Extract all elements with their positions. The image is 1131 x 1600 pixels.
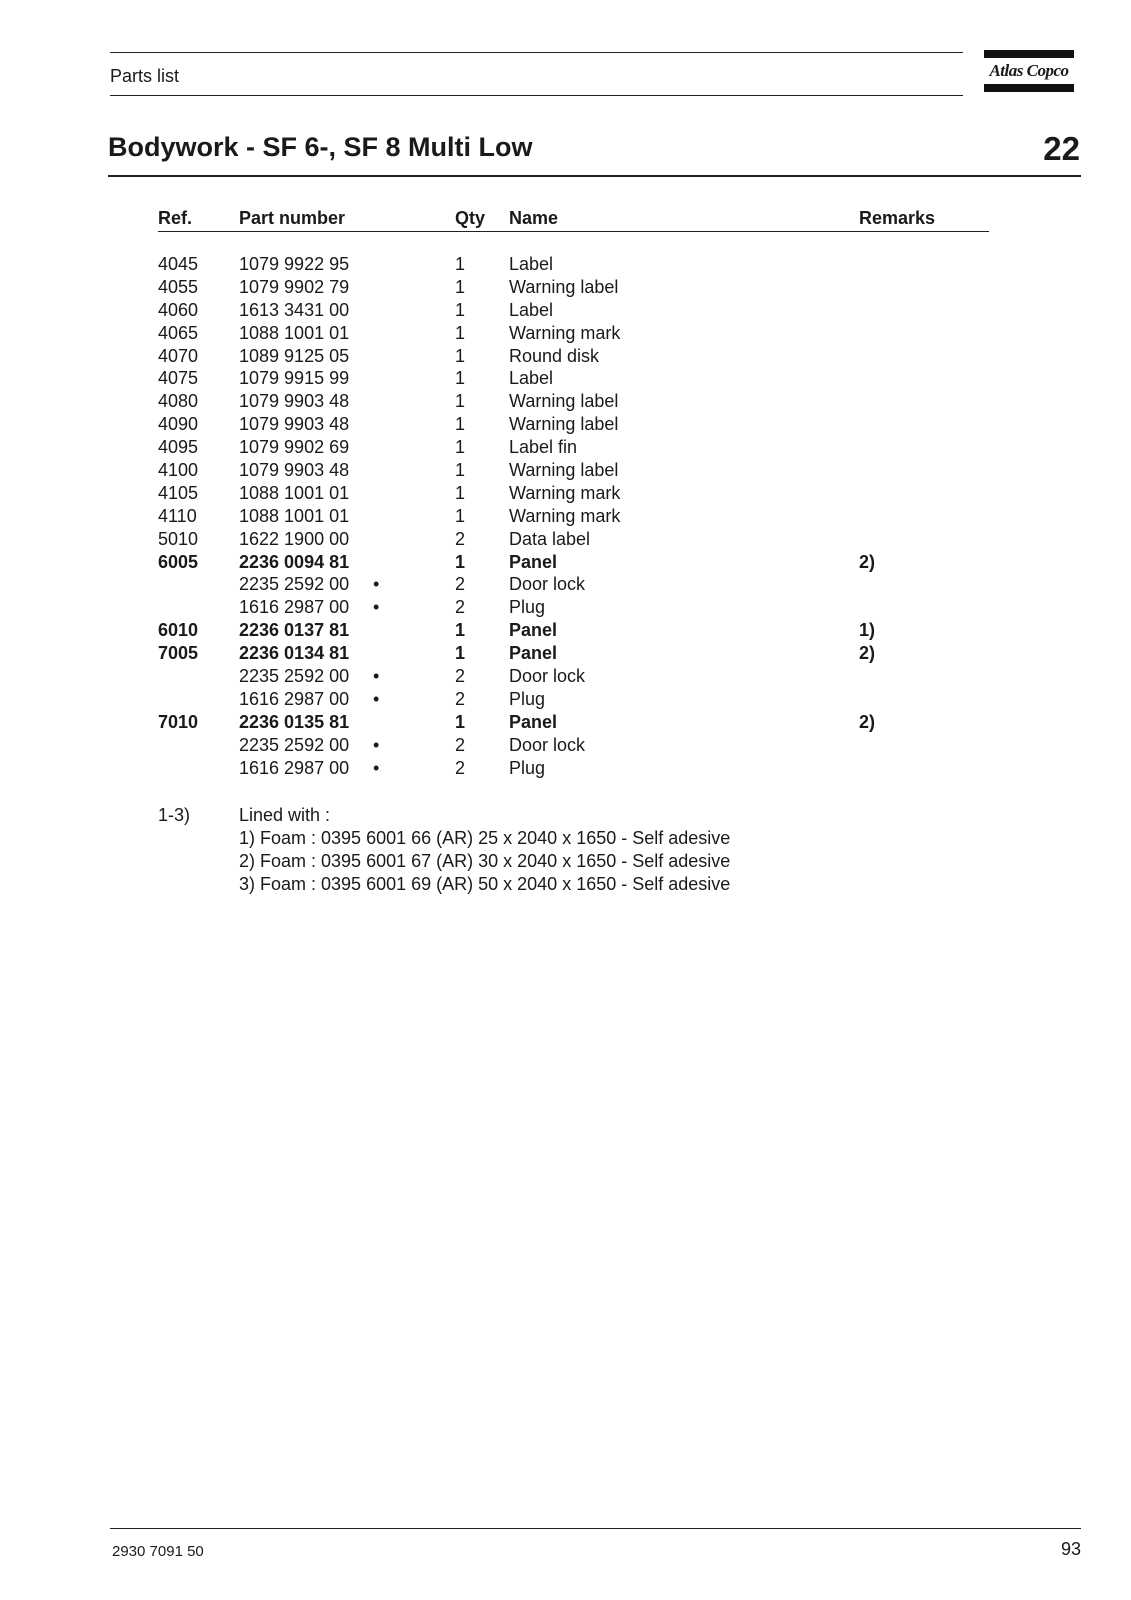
row-name-cell: Round disk <box>509 345 600 366</box>
notes-line: 1) Foam : 0395 6001 66 (AR) 25 x 2040 x 1650 - Self adesive <box>239 827 731 848</box>
table-row <box>0 253 1131 276</box>
row-remarks-cell: 2) <box>859 551 876 572</box>
row-qty-cell: 2 <box>455 688 466 709</box>
row-ref-cell: 7005 <box>158 643 199 664</box>
table-row <box>0 551 1131 574</box>
row-remarks-cell: 2) <box>859 643 876 664</box>
row-part-number-cell: 1613 3431 00 <box>239 299 350 320</box>
title-rule <box>108 175 1081 177</box>
table-row <box>0 757 1131 780</box>
row-qty-cell: 1 <box>455 254 466 274</box>
row-name-cell: Warning mark <box>509 505 621 526</box>
table-row <box>0 436 1131 459</box>
row-qty-cell: 1 <box>455 414 466 435</box>
row-part-number-cell: 1079 9903 48 <box>239 414 350 435</box>
row-part-number-cell: 1079 9915 99 <box>239 368 350 389</box>
row-qty-cell: 1 <box>455 437 466 458</box>
row-ref-cell: 4105 <box>158 482 199 503</box>
row-part-number-cell: 1079 9922 95 <box>239 254 350 274</box>
row-part-number-cell: 1616 2987 00 <box>239 597 350 618</box>
row-name-cell: Panel <box>509 551 558 572</box>
page-title: Bodywork - SF 6-, SF 8 Multi Low <box>108 132 533 162</box>
table-row <box>0 573 1131 596</box>
row-qty-cell: 1 <box>455 391 466 412</box>
row-bullet-cell: • <box>373 688 380 709</box>
table-row <box>0 711 1131 734</box>
row-name-cell: Warning label <box>509 414 619 435</box>
row-qty-cell: 1 <box>455 505 466 526</box>
row-name-cell: Door lock <box>509 734 586 755</box>
row-ref-cell: 4110 <box>158 505 197 526</box>
table-row <box>0 459 1131 482</box>
column-header-name: Name <box>509 208 559 228</box>
row-name-cell: Warning label <box>509 276 619 297</box>
row-name-cell: Door lock <box>509 666 586 687</box>
row-qty-cell: 1 <box>455 460 466 481</box>
table-row <box>0 734 1131 757</box>
row-qty-cell: 1 <box>455 276 466 297</box>
row-qty-cell: 2 <box>455 597 466 618</box>
table-row <box>0 688 1131 711</box>
column-header-remarks: Remarks <box>859 208 936 228</box>
row-ref-cell: 7010 <box>158 711 199 732</box>
row-part-number-cell: 1088 1001 01 <box>239 505 350 526</box>
table-row <box>0 619 1131 642</box>
row-qty-cell: 2 <box>455 666 466 687</box>
row-qty-cell: 1 <box>455 322 466 343</box>
table-row <box>0 390 1131 413</box>
row-ref-cell: 6005 <box>158 551 199 572</box>
table-row <box>0 413 1131 436</box>
row-ref-cell: 4080 <box>158 391 199 412</box>
notes-ref: 1-3) <box>158 805 191 825</box>
notes-lines <box>239 804 730 896</box>
row-part-number-cell: 1079 9902 69 <box>239 437 350 458</box>
table-row <box>0 665 1131 688</box>
row-part-number-cell: 2236 0134 81 <box>239 643 350 664</box>
row-part-number-cell: 1079 9903 48 <box>239 391 350 412</box>
table-row <box>0 482 1131 505</box>
table-row <box>0 596 1131 619</box>
row-ref-cell: 5010 <box>158 528 199 549</box>
row-ref-cell: 4065 <box>158 322 199 343</box>
notes-line: 2) Foam : 0395 6001 67 (AR) 30 x 2040 x 1650 - Self adesive <box>239 850 731 871</box>
row-remarks-cell: 2) <box>859 711 876 732</box>
row-name-cell: Label <box>509 299 554 320</box>
column-header-qty: Qty <box>455 208 486 228</box>
row-name-cell: Plug <box>509 597 546 618</box>
row-bullet-cell: • <box>373 734 380 755</box>
row-qty-cell: 2 <box>455 574 466 595</box>
brand-logo <box>984 50 1074 94</box>
table-row <box>0 299 1131 322</box>
row-part-number-cell: 1079 9902 79 <box>239 276 350 297</box>
notes-line: 3) Foam : 0395 6001 69 (AR) 50 x 2040 x 1650 - Self adesive <box>239 873 731 894</box>
row-bullet-cell: • <box>373 757 380 778</box>
row-name-cell: Warning mark <box>509 482 621 503</box>
header-top-rule <box>110 52 963 53</box>
row-part-number-cell: 1622 1900 00 <box>239 528 350 549</box>
section-number: 22 <box>1043 130 1080 167</box>
row-qty-cell: 1 <box>455 643 466 664</box>
row-part-number-cell: 1616 2987 00 <box>239 688 350 709</box>
row-ref-cell: 4090 <box>158 414 199 435</box>
footer-rule <box>110 1528 1081 1529</box>
row-ref-cell: 4075 <box>158 368 199 389</box>
table-row <box>0 345 1131 368</box>
row-qty-cell: 1 <box>455 345 466 366</box>
row-name-cell: Label fin <box>509 437 578 458</box>
row-remarks-cell: 1) <box>859 620 876 641</box>
row-name-cell: Door lock <box>509 574 586 595</box>
table-header-rule <box>158 231 989 232</box>
column-header-part-number: Part number <box>239 208 346 228</box>
table-row <box>0 367 1131 390</box>
column-header-ref: Ref. <box>158 208 193 228</box>
logo-bottom-bar <box>984 84 1074 92</box>
row-bullet-cell: • <box>373 597 380 618</box>
table-row <box>0 276 1131 299</box>
row-qty-cell: 1 <box>455 368 466 389</box>
row-qty-cell: 2 <box>455 757 466 778</box>
table-row <box>0 505 1131 528</box>
row-qty-cell: 1 <box>455 711 466 732</box>
row-part-number-cell: 1616 2987 00 <box>239 757 350 778</box>
row-part-number-cell: 2235 2592 00 <box>239 734 350 755</box>
row-part-number-cell: 2236 0094 81 <box>239 551 350 572</box>
row-part-number-cell: 2236 0135 81 <box>239 711 350 732</box>
row-name-cell: Warning label <box>509 391 619 412</box>
row-part-number-cell: 1079 9903 48 <box>239 460 350 481</box>
row-ref-cell: 4045 <box>158 254 199 274</box>
row-part-number-cell: 1089 9125 05 <box>239 345 350 366</box>
row-name-cell: Label <box>509 254 554 274</box>
row-qty-cell: 1 <box>455 620 466 641</box>
header-bottom-rule <box>110 95 963 96</box>
footer-document-code: 2930 7091 50 <box>112 1543 204 1560</box>
row-name-cell: Plug <box>509 757 546 778</box>
row-part-number-cell: 1088 1001 01 <box>239 482 350 503</box>
row-part-number-cell: 2236 0137 81 <box>239 620 350 641</box>
table-row <box>0 528 1131 551</box>
logo-top-bar <box>984 50 1074 58</box>
header-section-label: Parts list <box>110 66 180 86</box>
row-qty-cell: 1 <box>455 482 466 503</box>
row-part-number-cell: 2235 2592 00 <box>239 574 350 595</box>
row-ref-cell: 4060 <box>158 299 199 320</box>
row-ref-cell: 4100 <box>158 460 199 481</box>
table-row <box>0 642 1131 665</box>
row-name-cell: Plug <box>509 688 546 709</box>
logo-text: Atlas Copco <box>989 61 1069 80</box>
row-name-cell: Panel <box>509 711 558 732</box>
row-qty-cell: 1 <box>455 299 466 320</box>
row-qty-cell: 1 <box>455 551 466 572</box>
row-name-cell: Panel <box>509 620 558 641</box>
row-name-cell: Data label <box>509 528 591 549</box>
row-ref-cell: 6010 <box>158 620 199 641</box>
row-name-cell: Label <box>509 368 554 389</box>
row-name-cell: Panel <box>509 643 558 664</box>
parts-table <box>0 253 1131 779</box>
footer-page-number: 93 <box>1060 1539 1081 1559</box>
row-name-cell: Warning label <box>509 460 619 481</box>
table-row <box>0 322 1131 345</box>
row-part-number-cell: 1088 1001 01 <box>239 322 350 343</box>
notes-line: Lined with : <box>239 805 331 825</box>
row-bullet-cell: • <box>373 666 380 687</box>
row-qty-cell: 2 <box>455 528 466 549</box>
row-ref-cell: 4055 <box>158 276 199 297</box>
row-bullet-cell: • <box>373 574 380 595</box>
row-part-number-cell: 2235 2592 00 <box>239 666 350 687</box>
row-ref-cell: 4095 <box>158 437 199 458</box>
row-name-cell: Warning mark <box>509 322 621 343</box>
row-ref-cell: 4070 <box>158 345 199 366</box>
row-qty-cell: 2 <box>455 734 466 755</box>
